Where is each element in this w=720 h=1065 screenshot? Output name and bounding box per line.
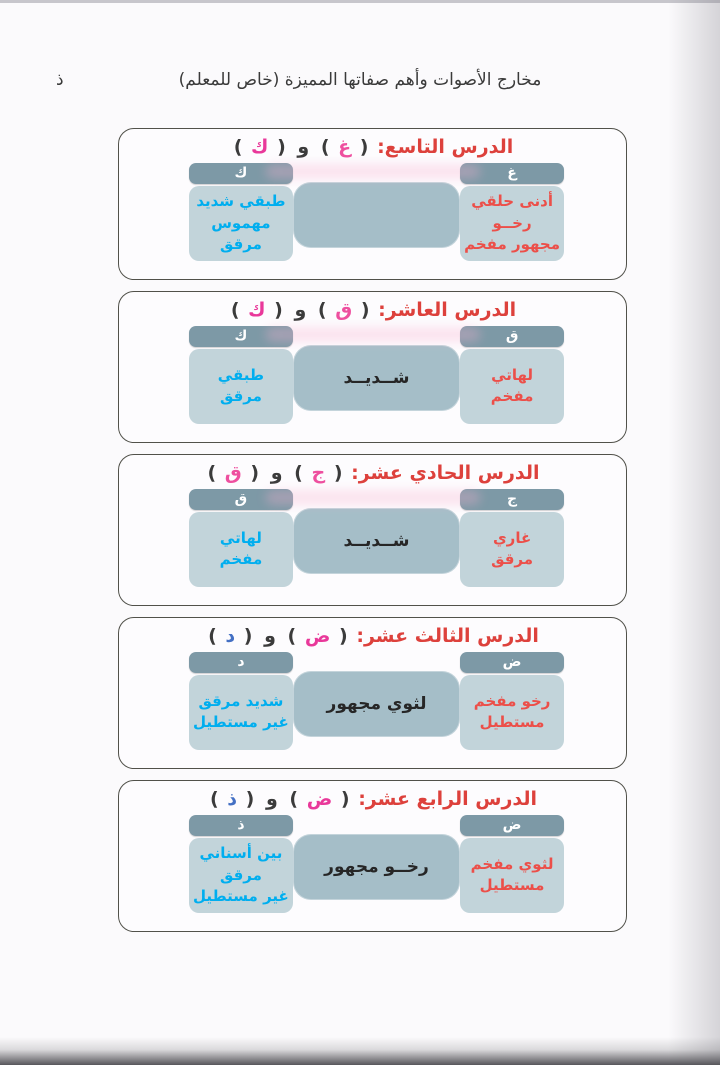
scan-top-edge — [0, 0, 720, 3]
attribute-line: غير مستطيل — [193, 713, 289, 732]
lesson-letter-1: ق — [335, 299, 353, 321]
first-letter-tab: ق — [460, 326, 564, 347]
attribute-line: مستطيل — [479, 876, 545, 895]
paren-open: ( — [245, 788, 255, 810]
attribute-line: طبقي — [217, 366, 265, 384]
paren-open: ( — [360, 299, 370, 321]
attribute-line: رخو مفخم — [473, 692, 551, 710]
first-letter-attributes — [460, 186, 564, 261]
paren-open: ( — [339, 625, 348, 647]
lesson-name: الدرس الحادي عشر: — [351, 462, 540, 484]
attribute-line: رخــو — [492, 213, 532, 232]
attribute-line: غير مستطيل — [193, 886, 289, 905]
lesson-title — [119, 462, 626, 485]
shared-attribute-pill — [293, 182, 460, 248]
first-letter-panel — [460, 815, 564, 913]
first-letter-tab: ض — [460, 815, 564, 836]
conjunction: و — [264, 625, 276, 647]
attribute-line: لهاتي — [491, 366, 534, 384]
attribute-line: مرقق — [491, 550, 534, 569]
first-letter-panel — [460, 326, 564, 424]
second-letter-panel — [189, 489, 293, 587]
second-letter-panel — [189, 326, 293, 424]
attribute-line: شديد مرقق — [198, 692, 284, 710]
lesson-title — [119, 299, 626, 322]
conjunction: و — [297, 136, 310, 158]
conjunction: و — [265, 788, 278, 810]
conjunction: و — [270, 462, 283, 484]
attribute-line: مرقق — [219, 387, 262, 406]
second-letter-panel — [189, 652, 293, 750]
shared-attribute-pill: شــديــد — [293, 508, 460, 574]
attribute-line: مستطيل — [479, 713, 545, 732]
second-letter-attributes — [189, 186, 293, 261]
first-letter-attributes — [460, 838, 564, 913]
second-letter-attributes — [189, 512, 293, 587]
lesson-card — [118, 780, 627, 932]
paren-close: ) — [287, 625, 297, 647]
first-letter-tab: ج — [460, 489, 564, 510]
paren-close: ) — [320, 136, 330, 158]
paren-close: ) — [289, 788, 299, 810]
first-letter-attributes — [460, 349, 564, 424]
lesson-name: الدرس التاسع: — [377, 136, 514, 158]
scan-bottom-edge — [0, 1037, 720, 1065]
paren-close: ) — [317, 299, 327, 321]
lesson-card — [118, 128, 627, 280]
lesson-letter-1: ض — [304, 625, 331, 647]
attribute-line: طبقي شديد — [196, 192, 286, 211]
lesson-letter-1: ج — [311, 462, 326, 484]
lesson-content — [119, 322, 626, 434]
lesson-letter-1: ض — [306, 788, 333, 810]
shared-attribute-pill: لثوي مجهور — [293, 671, 460, 737]
lesson-letter-2: ق — [224, 462, 242, 484]
lesson-letter-1: غ — [338, 136, 352, 158]
paren-close: ) — [230, 299, 240, 321]
attribute-line: مجهور مفخم — [464, 234, 561, 253]
first-letter-tab: ض — [460, 652, 564, 673]
attribute-line: أدنى حلقي — [471, 192, 553, 211]
second-letter-attributes — [189, 675, 293, 750]
lesson-letter-2: ذ — [227, 788, 238, 810]
first-letter-panel — [460, 163, 564, 261]
paren-open: ( — [359, 136, 369, 158]
first-letter-panel — [460, 489, 564, 587]
lesson-letter-2: ك — [251, 136, 269, 158]
scan-right-edge — [668, 0, 720, 1065]
lesson-title — [119, 625, 626, 648]
lessons — [118, 128, 627, 932]
attribute-line: بين أسناني — [199, 844, 283, 863]
attribute-line: لثوي مفخم — [470, 855, 554, 873]
attribute-line: غاري — [492, 529, 532, 547]
second-letter-tab: ك — [189, 163, 293, 184]
page-marker: ذ — [56, 70, 64, 90]
lesson-name: الدرس الثالث عشر: — [356, 625, 539, 647]
first-letter-attributes — [460, 675, 564, 750]
paren-open: ( — [277, 136, 286, 158]
lesson-name: الدرس العاشر: — [378, 299, 517, 321]
first-letter-tab: غ — [460, 163, 564, 184]
lesson-content — [119, 811, 626, 923]
second-letter-tab: د — [189, 652, 293, 673]
attribute-line: مرقق — [219, 234, 262, 253]
attribute-line: مفخم — [490, 387, 534, 406]
paren-open: ( — [340, 788, 350, 810]
second-letter-tab: ك — [189, 326, 293, 347]
lesson-title — [119, 788, 626, 811]
shared-attribute-pill: شــديــد — [293, 345, 460, 411]
conjunction: و — [294, 299, 307, 321]
paren-close: ) — [209, 788, 219, 810]
shared-attribute-pill: رخــو مجهور — [293, 834, 460, 900]
lesson-name: الدرس الرابع عشر: — [358, 788, 538, 810]
lesson-content — [119, 648, 626, 760]
second-letter-panel — [189, 163, 293, 261]
paren-close: ) — [207, 462, 217, 484]
second-letter-tab: ذ — [189, 815, 293, 836]
second-letter-attributes — [189, 838, 293, 913]
page-header: مخارج الأصوات وأهم صفاتها المميزة (خاص للمعلم) — [178, 70, 542, 90]
paren-close: ) — [233, 136, 243, 158]
lesson-content — [119, 485, 626, 597]
second-letter-attributes — [189, 349, 293, 424]
attribute-line: مفخم — [219, 550, 263, 569]
paren-close: ) — [294, 462, 303, 484]
attribute-line: مهموس — [211, 213, 271, 232]
paren-close: ) — [208, 625, 217, 647]
first-letter-attributes — [460, 512, 564, 587]
lesson-content — [119, 159, 626, 271]
second-letter-tab: ق — [189, 489, 293, 510]
lesson-card — [118, 454, 627, 606]
paren-open: ( — [250, 462, 260, 484]
attribute-line: مرقق — [219, 865, 262, 884]
lesson-letter-2: د — [225, 625, 236, 647]
paren-open: ( — [333, 462, 343, 484]
attribute-line: لهاتي — [219, 529, 262, 547]
paren-open: ( — [243, 625, 253, 647]
lesson-letter-2: ك — [248, 299, 266, 321]
lesson-card — [118, 291, 627, 443]
lesson-card — [118, 617, 627, 769]
paren-open: ( — [274, 299, 283, 321]
lesson-title — [119, 136, 626, 159]
second-letter-panel — [189, 815, 293, 913]
first-letter-panel — [460, 652, 564, 750]
